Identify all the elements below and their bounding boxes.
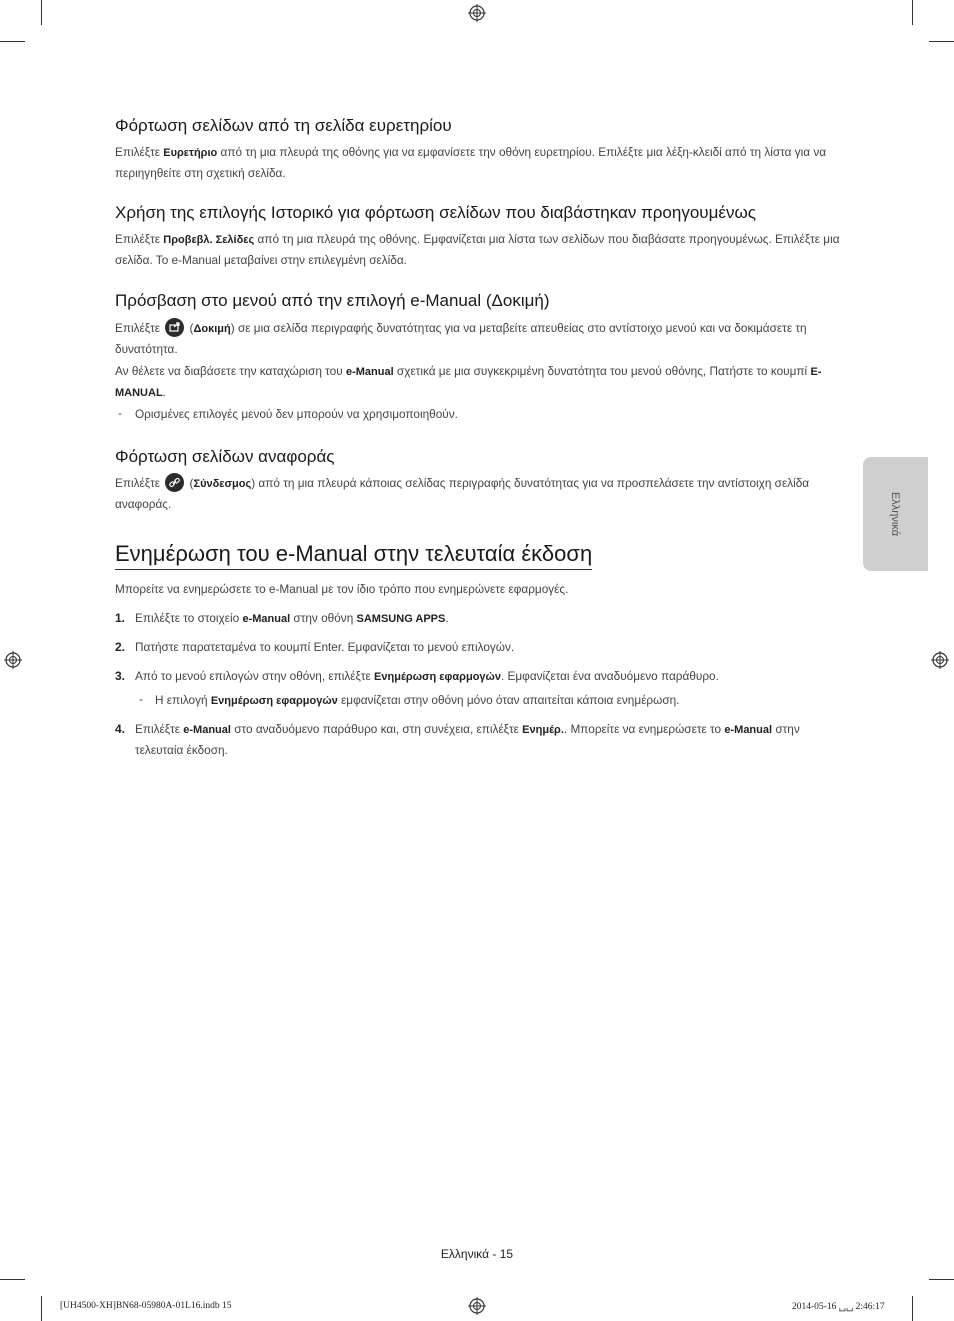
registration-mark-icon xyxy=(468,1297,486,1315)
section-text-trynow-2: Αν θέλετε να διαβάσετε την καταχώριση του e-Manual σχετικά με μια συγκεκριμένη δυνατότητα του μενού οθόνης, Πατήστε το κουμπί E-MANUAL. xyxy=(115,364,822,399)
page-title: Ενημέρωση του e-Manual στην τελευταία έκδοση xyxy=(115,541,592,570)
section-text-history: Επιλέξτε Προβεβλ. Σελίδες από τη μια πλευρά της οθόνης. Εμφανίζεται μια λίστα των σελίδων που διαβάσατε προηγουμένως. Επιλέξτε μια σελίδα. Το e-Manual μεταβαίνει στην επιλεγμένη σελίδα. xyxy=(115,232,840,267)
step-number: 1. xyxy=(115,611,126,625)
crop-mark xyxy=(929,1279,954,1280)
step-text: Επιλέξτε το στοιχείο e-Manual στην οθόνη SAMSUNG APPS. xyxy=(135,611,449,625)
page-number: Ελληνικά - 15 xyxy=(440,1247,514,1261)
link-icon xyxy=(165,473,184,492)
note-dash: - xyxy=(139,692,143,706)
crop-mark xyxy=(41,0,42,25)
step-number: 2. xyxy=(115,640,126,654)
section-heading-link: Φόρτωση σελίδων αναφοράς xyxy=(115,447,335,466)
registration-mark-icon xyxy=(468,4,486,22)
section-note-trynow: Ορισμένες επιλογές μενού δεν μπορούν να χρησιμοποιηθούν. xyxy=(135,407,458,421)
section-heading-history: Χρήση της επιλογής Ιστορικό για φόρτωση σελίδων που διαβάστηκαν προηγουμένως xyxy=(115,203,756,222)
section-text-trynow: Επιλέξτε (Δοκιμή) σε μια σελίδα περιγραφής δυνατότητας για να μεταβείτε απευθείας στο αντίστοιχο μενού και να δοκιμάσετε τη δυνατότητα. xyxy=(115,318,840,359)
section-heading-trynow: Πρόσβαση στο μενού από την επιλογή e-Manual (Δοκιμή) xyxy=(115,291,550,310)
section-text-link: Επιλέξτε (Σύνδεσμος) από τη μια πλευρά κάποιας σελίδας περιγραφής δυνατότητας για να προσπελάσετε την αντίστοιχη σελίδα αναφοράς. xyxy=(115,473,840,514)
crop-mark xyxy=(912,1296,913,1321)
step-text: Επιλέξτε e-Manual στο αναδυόμενο παράθυρο και, στη συνέχεια, επιλέξτε Ενημέρ.. Μπορείτε να ενημερώσετε το e-Manual στην τελευταία έκδοση. xyxy=(135,722,800,757)
update-intro: Μπορείτε να ενημερώσετε το e-Manual με τον ίδιο τρόπο που ενημερώνετε εφαρμογές. xyxy=(115,582,569,596)
side-tab-label: Ελληνικά xyxy=(889,491,901,537)
crop-mark xyxy=(0,41,25,42)
step-number: 4. xyxy=(115,722,126,736)
registration-mark-icon xyxy=(4,651,22,669)
registration-mark-icon xyxy=(931,651,949,669)
section-heading-index: Φόρτωση σελίδων από τη σελίδα ευρετηρίου xyxy=(115,116,452,135)
crop-mark xyxy=(912,0,913,25)
footer-timestamp: 2014-05-16 ␣␣ 2:46:17 xyxy=(792,1302,885,1312)
note-dash: - xyxy=(118,406,122,420)
step-number: 3. xyxy=(115,669,126,683)
language-side-tab xyxy=(863,457,928,571)
footer-file-info: [UH4500-XH]BN68-05980A-01L16.indb 15 xyxy=(60,1301,232,1311)
step-text: Πατήστε παρατεταμένα το κουμπί Enter. Εμφανίζεται το μενού επιλογών. xyxy=(135,640,515,654)
try-now-icon xyxy=(165,318,184,337)
crop-mark xyxy=(41,1296,42,1321)
step-text: Από το μενού επιλογών στην οθόνη, επιλέξτε Ενημέρωση εφαρμογών. Εμφανίζεται ένα αναδυόμενο παράθυρο. xyxy=(135,669,719,683)
section-text-index: Επιλέξτε Ευρετήριο από τη μια πλευρά της οθόνης για να εμφανίσετε την οθόνη ευρετηρίου. Επιλέξτε μια λέξη-κλειδί από τη λίστα για να περιηγηθείτε στη σχετική σελίδα. xyxy=(115,145,827,180)
crop-mark xyxy=(929,41,954,42)
crop-mark xyxy=(0,1279,25,1280)
step-note: Η επιλογή Ενημέρωση εφαρμογών εμφανίζεται στην οθόνη μόνο όταν απαιτείται κάποια ενημέρωση. xyxy=(155,693,680,707)
